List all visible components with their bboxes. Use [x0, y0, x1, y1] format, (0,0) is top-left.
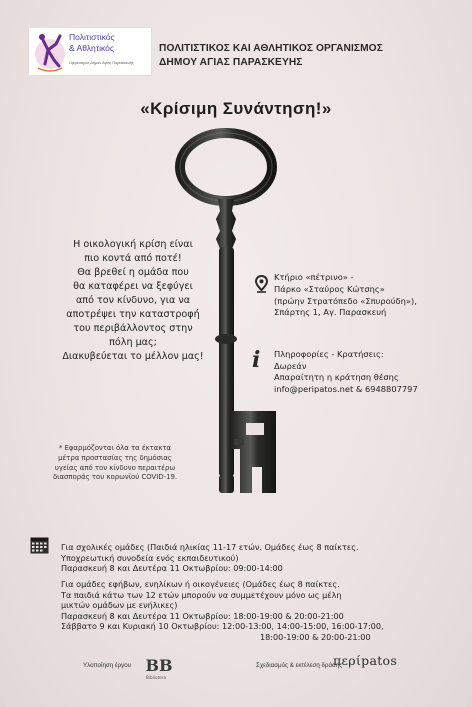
organisation-name-line2: ΔΗΜΟΥ ΑΓΙΑΣ ΠΑΡΑΣΚΕΥΗΣ — [159, 57, 303, 68]
peripatos-brand: περίpatos — [333, 653, 398, 668]
intro-text — [33, 238, 233, 364]
logo-name-line2: & Αθλητικός — [69, 43, 114, 53]
info-line: Δωρεάν — [274, 360, 307, 371]
athlete-figure-icon — [32, 30, 68, 73]
organisation-logo — [28, 27, 152, 76]
location-pin-icon — [255, 275, 268, 293]
logo-name-line1: Πολιτιστικός — [69, 32, 115, 42]
venue-line: (πρώην Στρατόπεδο «Σπυρούδη»), — [274, 295, 417, 306]
school-groups-schedule — [61, 542, 359, 574]
booking-info — [274, 349, 418, 395]
contact-line[interactable]: info@peripatos.net & 6948807797 — [274, 383, 418, 394]
logo-subtitle: Οργανισμός Δήμου Αγίας Παρασκευής — [69, 61, 134, 65]
schedule-line: Παρασκευή 8 και Δευτέρα 11 Οκτωβρίου: 09:00-14:00 — [61, 563, 283, 574]
schedule-line: Παρασκευή 8 και Δευτέρα 11 Οκτωβρίου: 18:00-19:00 & 20:00-21:00 — [61, 610, 344, 621]
bibliotera-label: Bibliotera — [146, 675, 167, 680]
covid-note — [30, 444, 200, 483]
note-line: διασποράς του κορωνϊού COVID-19. — [52, 473, 178, 482]
public-groups-schedule — [61, 579, 384, 643]
schedule-line: Τα παιδιά κάτω των 12 ετών μπορούν να συμμετέχουν μόνο ως μέλη — [61, 589, 342, 600]
schedule-line: μικτών ομάδων με ενήλικες) — [61, 600, 178, 611]
venue-line: Σπάρτης 1, Αγ. Παρασκευή — [274, 307, 387, 318]
intro-line: Διακυβεύεται το μέλλον μας! — [62, 351, 204, 362]
schedule-line: Για ομάδες εφήβων, ενηλίκων ή οικογένειες (Ομάδες έως 8 παίκτες. — [61, 579, 340, 589]
intro-line: αποτρέψει την καταστροφή — [66, 309, 200, 320]
note-line: * Εφαρμόζονται όλα τα έκτακτα — [58, 444, 172, 452]
calendar-icon — [30, 537, 49, 554]
organisation-name-line1: ΠΟΛΙΤΙΣΤΙΚΟΣ ΚΑΙ ΑΘΛΗΤΙΚΟΣ ΟΡΓΑΝΙΣΜΟΣ — [159, 43, 383, 54]
schedule-line: Σάββατο 9 και Κυριακή 10 Οκτωβρίου: 12:00-13:00, 14:00-15:00, 16:00-17:00, — [61, 621, 384, 632]
bibliotera-logo-icon — [145, 655, 173, 675]
venue-line: Κτήριο «πέτρινο» - — [274, 272, 354, 282]
intro-line: του περιβάλλοντος στην — [73, 323, 193, 334]
schedule-line: Για σχολικές ομάδες (Παιδιά ηλικίας 11-17 ετών. Ομάδες έως 8 παίκτες. — [61, 542, 359, 552]
info-icon: i — [252, 347, 261, 373]
note-line: υγείας από τον κίνδυνο περαιτέρω — [54, 463, 176, 472]
info-line: Πληροφορίες - Κρατήσεις: — [274, 349, 384, 359]
intro-line: θα καταφέρει να ξεφύγει — [73, 281, 193, 292]
intro-line: Η οικολογική κρίση είναι — [73, 239, 193, 250]
intro-line: πιο κοντά από ποτέ! — [84, 253, 182, 264]
event-title: «Κρίσιμη Συνάντηση!» — [140, 99, 332, 118]
note-line: μέτρα προστασίας της δημόσιας — [58, 453, 172, 462]
implementation-label: Υλοποίηση έργου — [83, 662, 132, 669]
schedule-line: 18:00-19:00 & 20:00-21:00 — [260, 631, 371, 642]
svg-text:BB: BB — [145, 656, 173, 675]
venue-address — [274, 272, 417, 319]
design-label: Σχεδιασμός & εκτέλεση δράσης — [256, 662, 343, 669]
info-line: Απαραίτητη η κράτηση θέσης — [274, 372, 399, 383]
intro-line: πόλη μας; — [109, 337, 157, 348]
intro-line: Θα βρεθεί η ομάδα που — [77, 267, 189, 278]
venue-line: Πάρκο «Σταύρος Κώτσης» — [274, 283, 385, 294]
intro-line: από τον κίνδυνο, για να — [75, 295, 191, 306]
schedule-line: Υποχρεωτική συνοδεία ενός εκπαιδευτικού) — [61, 552, 239, 563]
